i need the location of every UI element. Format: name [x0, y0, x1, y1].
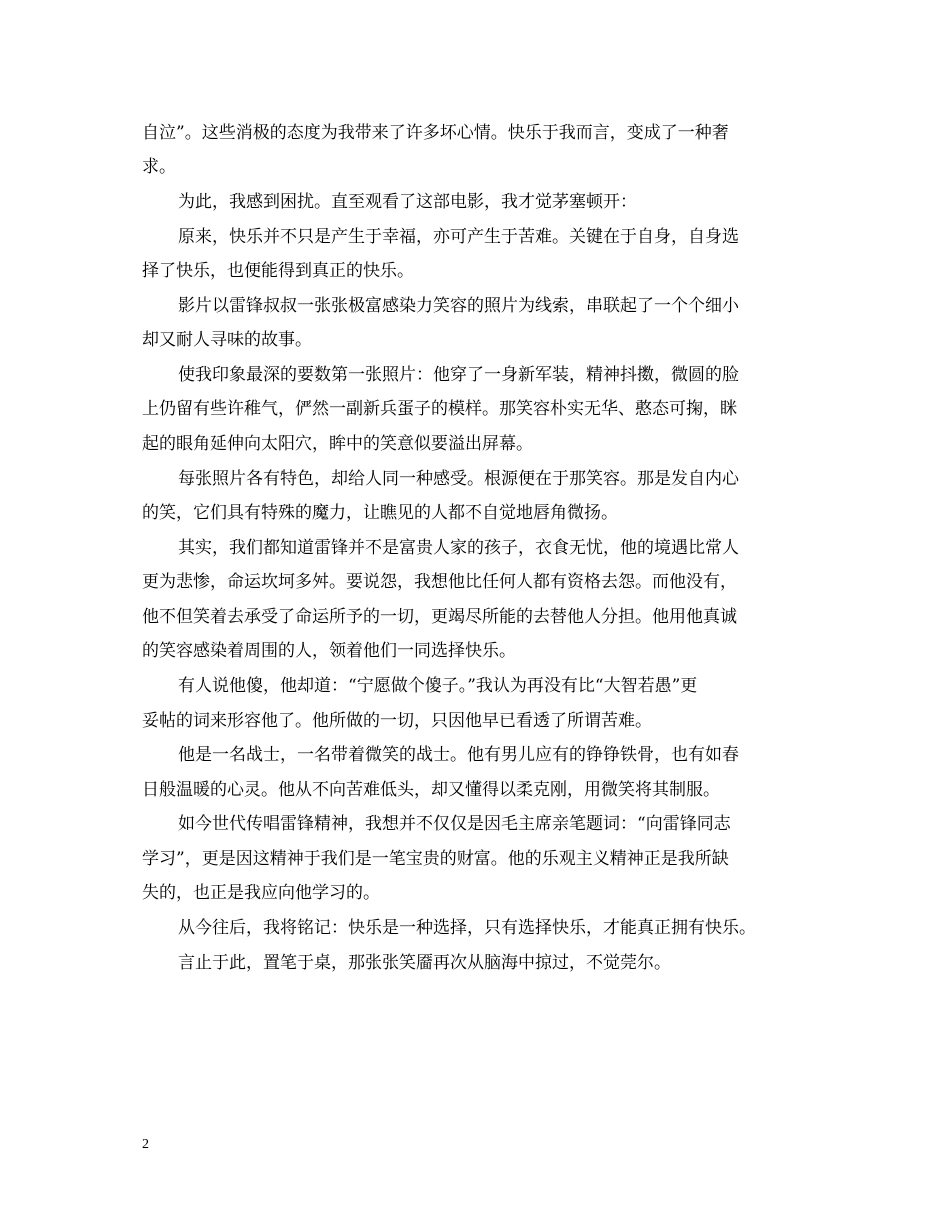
text-line: 言止于此，置笔于桌，那张张笑靥再次从脑海中掠过，不觉莞尔。: [178, 953, 671, 973]
text-line: 起的眼角延伸向太阳穴，眸中的笑意似要溢出屏幕。: [142, 434, 533, 454]
text-line: 上仍留有些许稚气，俨然一副新兵蛋子的模样。那笑容朴实无华、憨态可掬，眯: [142, 399, 737, 419]
text-line: 他不但笑着去承受了命运所予的一切，更竭尽所能的去替他人分担。他用他真诚: [142, 607, 737, 627]
text-line: 更为悲惨，命运坎坷多舛。要说怨，我想他比任何人都有资格去怨。而他没有，: [142, 572, 737, 592]
text-line: 择了快乐，也便能得到真正的快乐。: [142, 261, 414, 281]
text-line: 为此，我感到困扰。直至观看了这部电影，我才觉茅塞顿开：: [178, 192, 637, 212]
text-line: 从今往后，我将铭记：快乐是一种选择，只有选择快乐，才能真正拥有快乐。: [178, 918, 756, 938]
text-line: 有人说他傻，他却道：“宁愿做个傻子。”我认为再没有比“大智若愚”更: [178, 676, 698, 696]
text-line: 学习”，更是因这精神于我们是一笔宝贵的财富。他的乐观主义精神正是我所缺: [142, 849, 729, 869]
text-line: 失的，也正是我应向他学习的。: [142, 883, 380, 903]
text-line: 每张照片各有特色，却给人同一种感受。根源便在于那笑容。那是发自内心: [178, 469, 739, 489]
page-number: 2: [142, 1137, 149, 1152]
text-line: 其实，我们都知道雷锋并不是富贵人家的孩子，衣食无忧，他的境遇比常人: [178, 538, 739, 558]
text-line: 影片以雷锋叔叔一张张极富感染力笑容的照片为线索，串联起了一个个细小: [178, 296, 739, 316]
text-line: 原来，快乐并不只是产生于幸福，亦可产生于苦难。关键在于自身，自身选: [178, 227, 739, 247]
text-line: 他是一名战士，一名带着微笑的战士。他有男儿应有的铮铮铁骨，也有如春: [178, 745, 739, 765]
text-line: 的笑，它们具有特殊的魔力，让瞧见的人都不自觉地唇角微扬。: [142, 503, 618, 523]
text-line: 却又耐人寻味的故事。: [142, 330, 312, 350]
text-line: 日般温暖的心灵。他从不向苦难低头，却又懂得以柔克刚，用微笑将其制服。: [142, 780, 720, 800]
text-line: 自泣”。这些消极的态度为我带来了许多坏心情。快乐于我而言，变成了一种奢: [142, 123, 729, 143]
text-line: 求。: [142, 157, 176, 177]
text-line: 妥帖的词来形容他了。他所做的一切，只因他早已看透了所谓苦难。: [142, 711, 652, 731]
text-line: 的笑容感染着周围的人，领着他们一同选择快乐。: [142, 641, 516, 661]
text-line: 使我印象最深的要数第一张照片：他穿了一身新军装，精神抖擞，微圆的脸: [178, 365, 739, 385]
text-line: 如今世代传唱雷锋精神，我想并不仅仅是因毛主席亲笔题词：“向雷锋同志: [178, 814, 731, 834]
